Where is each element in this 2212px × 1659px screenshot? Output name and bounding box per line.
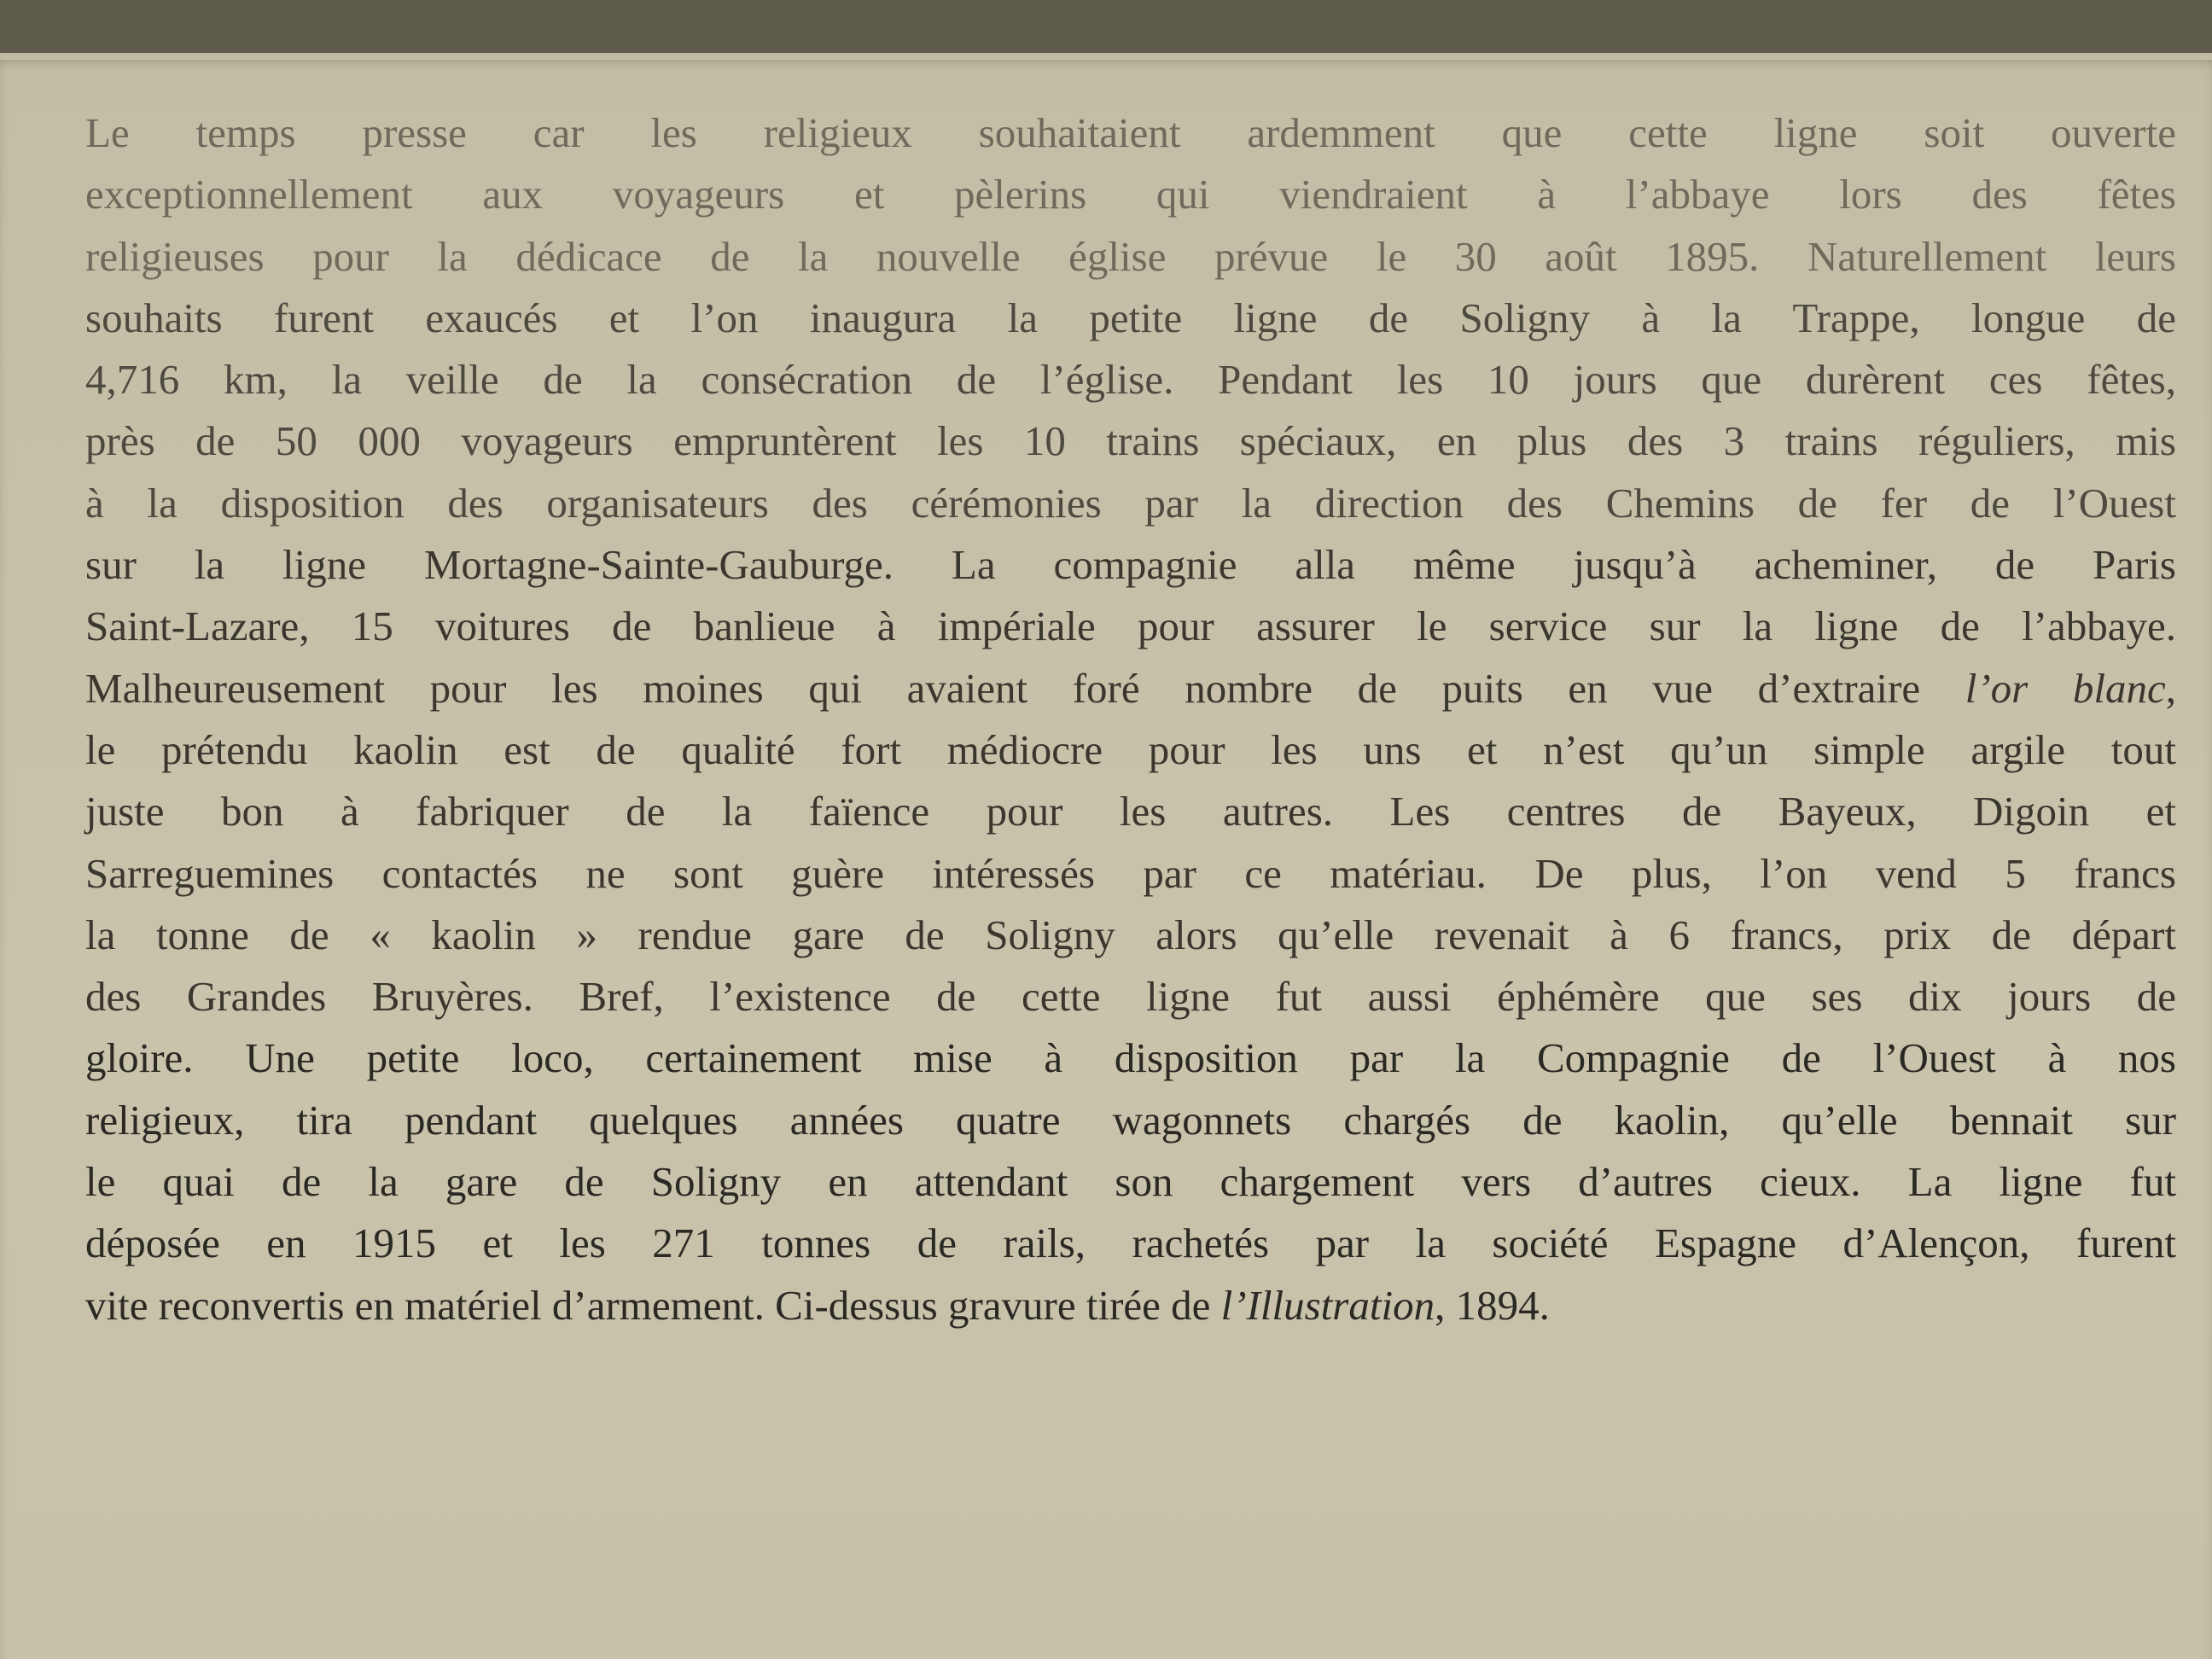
- book-page: [0, 53, 2212, 1659]
- text-line-10: Malheureusement pour les moines qui avaient foré nombre de puits en vue d’extraire l’or blanc,: [85, 664, 2176, 712]
- text-line-5: 4,716 km, la veille de la consécration de l’église. Pendant les 10 jours que durèrent ces fêtes,: [85, 356, 2176, 404]
- text-line-19: déposée en 1915 et les 271 tonnes de rails, rachetés par la société Espagne d’Alençon, furent: [85, 1220, 2176, 1267]
- text-line-3: religieuses pour la dédicace de la nouvelle église prévue le 30 août 1895. Naturellement leurs: [85, 232, 2176, 280]
- text-line-9: Saint-Lazare, 15 voitures de banlieue à impériale pour assurer le service sur la ligne de l’abbaye.: [85, 602, 2176, 650]
- text-line-7: à la disposition des organisateurs des cérémonies par la direction des Chemins de fer de l’Ouest: [85, 479, 2176, 527]
- text-line-1: Le temps presse car les religieux souhaitaient ardemment que cette ligne soit ouverte: [85, 109, 2176, 156]
- text-line-13: Sarreguemines contactés ne sont guère intéressés par ce matériau. De plus, l’on vend 5 francs: [85, 849, 2176, 897]
- text-line-15: des Grandes Bruyères. Bref, l’existence de cette ligne fut aussi éphémère que ses dix jours de: [85, 973, 2176, 1021]
- body-paragraph: [85, 102, 2176, 1336]
- text-line-4: souhaits furent exaucés et l’on inaugura la petite ligne de Soligny à la Trappe, longue de: [85, 294, 2176, 341]
- italic-or-blanc: l’or blanc: [1965, 664, 2166, 712]
- text-line-17: religieux, tira pendant quelques années quatre wagonnets chargés de kaolin, qu’elle bennait sur: [85, 1096, 2176, 1144]
- text-line-20: vite reconvertis en matériel d’armement. Ci-dessus gravure tirée de l’Illustration, 1894.: [85, 1281, 1550, 1329]
- text-line-16: gloire. Une petite loco, certainement mise à disposition par la Compagnie de l’Ouest à nos: [85, 1034, 2176, 1082]
- text-line-18: le quai de la gare de Soligny en attendant son chargement vers d’autres cieux. La ligne fut: [85, 1158, 2176, 1206]
- text-line-12: juste bon à fabriquer de la faïence pour les autres. Les centres de Bayeux, Digoin et: [85, 788, 2176, 835]
- text-line-14: la tonne de « kaolin » rendue gare de Soligny alors qu’elle revenait à 6 francs, prix de départ: [85, 911, 2176, 958]
- text-line-2: exceptionnellement aux voyageurs et pèlerins qui viendraient à l’abbaye lors des fêtes: [85, 171, 2176, 218]
- italic-illustration: l’Illustration: [1220, 1281, 1435, 1329]
- text-line-11: le prétendu kaolin est de qualité fort médiocre pour les uns et n’est qu’un simple argile tout: [85, 725, 2176, 773]
- page-edge: [0, 53, 2212, 60]
- text-line-6: près de 50 000 voyageurs empruntèrent les 10 trains spéciaux, en plus des 3 trains réguliers, mis: [85, 417, 2176, 465]
- text-line-8: sur la ligne Mortagne-Sainte-Gauburge. La compagnie alla même jusqu’à acheminer, de Paris: [85, 541, 2176, 589]
